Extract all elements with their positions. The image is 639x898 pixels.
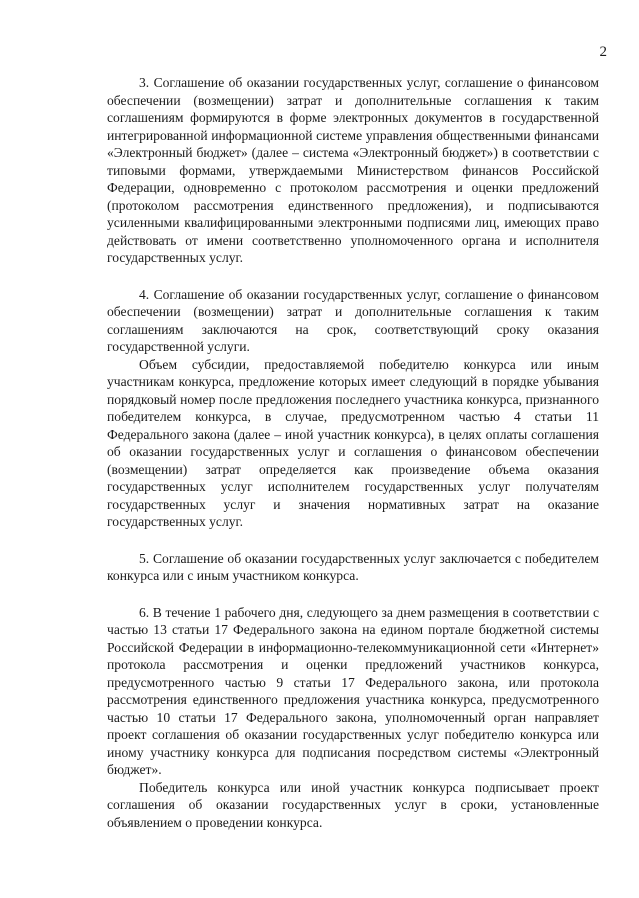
paragraph-4-continuation: Объем субсидии, предоставляемой победителю конкурса или иным участникам конкурса, предложение которых имеет следующий в порядке убывания порядковый номер после предложения последнего участника конкурса, признанного победителем конкурса, в случае, предусмотренном частью 4 статьи 11 Федерального закона (далее – иной участник конкурса), в целях оплаты соглашения об оказании государственных услуг и соглашения о финансовом обеспечении (возмещении) затрат определяется как произведение объема оказания государственных услуг исполнителем государственных услуг получателям государственных услуг и значения нормативных затрат на оказание государственных услуг.: [107, 356, 599, 529]
paragraph-3: 3. Соглашение об оказании государственных услуг, соглашение о финансовом обеспечении (возмещении) затрат и дополнительные соглашения к таким соглашениям формируются в форме электронных документов в государственной интегрированной информационной системе управления общественными финансами «Электронный бюджет» (далее – система «Электронный бюджет») в соответствии с типовыми формами, утверждаемыми Министерством финансов Российской Федерации, одновременно с протоколом рассмотрения и оценки предложений (протоколом рассмотрения единственного предложения), и подписываются усиленными квалифицированными электронными подписями лиц, имеющих право действовать от имени соответственно уполномоченного органа и исполнителя государственных услуг.: [107, 75, 599, 265]
paragraph-gap: [107, 531, 599, 550]
page-number: 2: [599, 44, 607, 60]
paragraph-5: 5. Соглашение об оказании государственных услуг заключается с победителем конкурса или с иным участником конкурса.: [107, 550, 599, 583]
paragraph-4: 4. Соглашение об оказании государственных услуг, соглашение о финансовом обеспечении (возмещении) затрат и дополнительные соглашения к таким соглашениям заключаются на срок, соответствующий сроку оказания государственной услуги.: [107, 286, 599, 354]
paragraph-gap: [107, 585, 599, 604]
paragraph-gap: [107, 267, 599, 286]
document-body: [107, 74, 599, 831]
paragraph-6: 6. В течение 1 рабочего дня, следующего за днем размещения в соответствии с частью 13 статьи 17 Федерального закона на едином портале бюджетной системы Российской Федерации в информационно-телекоммуникационной сети «Интернет» протокола рассмотрения и оценки предложений участников конкурса, предусмотренного частью 9 статьи 17 Федерального закона, или протокола рассмотрения единственного предложения участника конкурса, предусмотренного частью 10 статьи 17 Федерального закона, уполномоченный орган направляет проект соглашения об оказании государственных услуг победителю конкурса или иному участнику конкурса для подписания посредством системы «Электронный бюджет».: [107, 604, 599, 777]
paragraph-6-continuation: Победитель конкурса или иной участник конкурса подписывает проект соглашения об оказании государственных услуг в сроки, установленные объявлением о проведении конкурса.: [107, 779, 599, 830]
